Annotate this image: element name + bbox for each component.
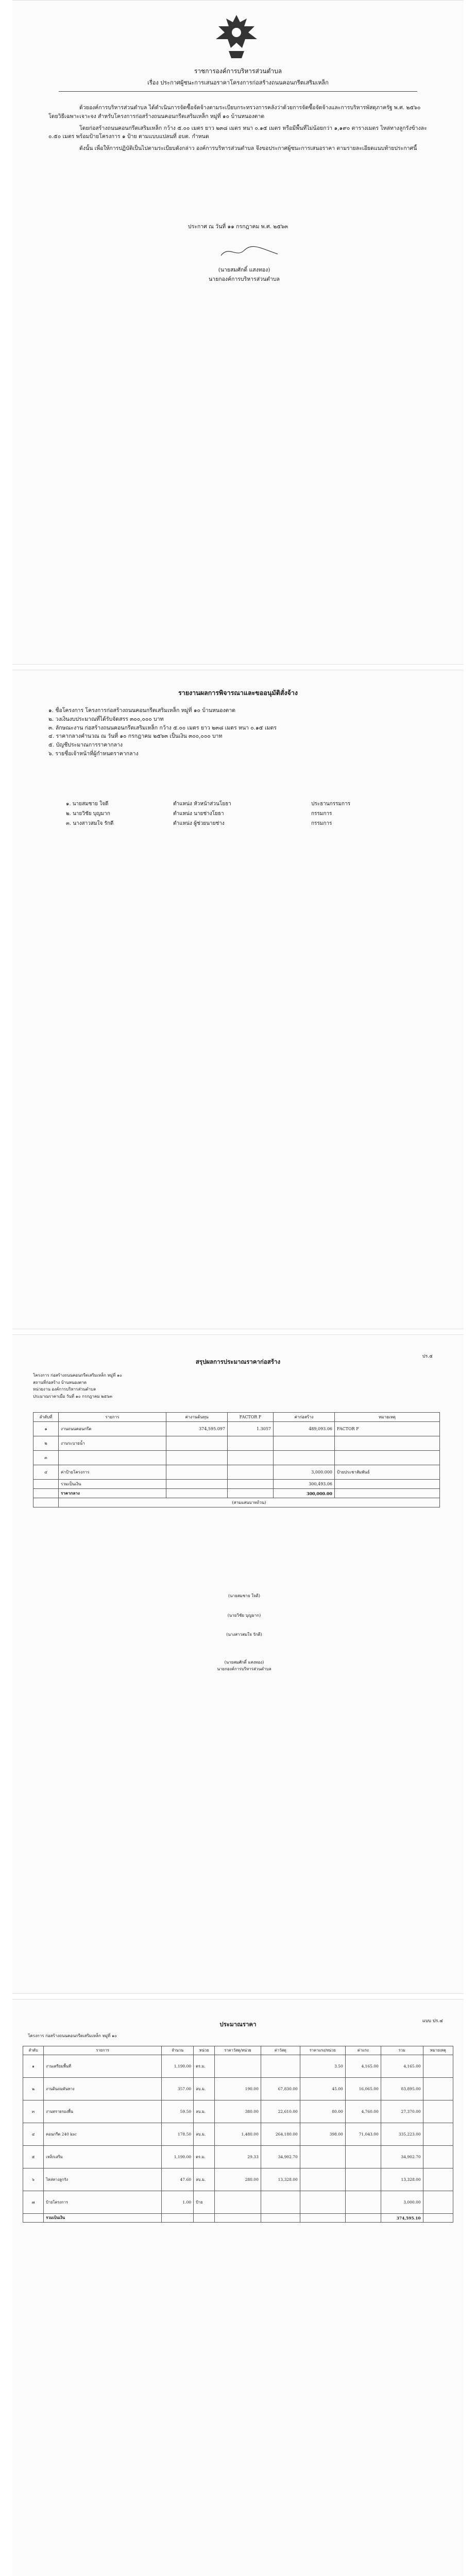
table-row: ๒ งานระบายน้ำ (33, 1436, 440, 1451)
estimate-signers: (นายสมชาย ใจดี) (นายวิชัย บุญมาก) (นางสาวสมใจ รักดี) (นายสมศักดิ์ แสงทอง) นายกองค์การบริหารส่วนตำบล (146, 1592, 342, 1673)
table-row: ๔ คอนกรีต 240 ksc 178.50 ลบ.ม. 1,480.00 264,180.00 398.00 71,043.00 335,223.00 (23, 2123, 453, 2146)
total-row: รวมเป็นเงิน 374,595.10 (23, 2214, 453, 2223)
table-row: ๔ ค่าป้ายโครงการ 3,000.000 ป้ายประชาสัมพันธ์ (33, 1465, 440, 1480)
report-title: รายงานผลการพิจารณาและขออนุมัติสั่งจ้าง (178, 689, 298, 697)
committee-list (64, 799, 385, 828)
signer-block (146, 266, 342, 284)
table-row: ๑ งานเตรียมพื้นที่ 1,190.00 ตร.ม. 3.50 4,165.00 4,165.00 (23, 2055, 453, 2078)
table-row: ๓ (33, 1451, 440, 1465)
table-row: ๓ งานทรายรองพื้น 59.50 ลบ.ม. 380.00 22,610.00 80.00 4,760.00 27,370.00 (23, 2100, 453, 2123)
page-estimate-summary (12, 1334, 464, 1994)
table-row: ๗ ป้ายโครงการ 1.00 ป้าย 3,000.00 (23, 2191, 453, 2214)
signer-name: (นายสมศักดิ์ แสงทอง) (218, 267, 270, 273)
table-header: ลำดับที่ รายการ ค่างานต้นทุน FACTOR F ค่าก่อสร้าง หมายเหตุ (33, 1413, 440, 1422)
signature-mark (218, 243, 280, 261)
agency-name: หน่วยงาน องค์การบริหารส่วนตำบล (33, 1387, 96, 1392)
report-item-3: ๓. ลักษณะงาน ก่อสร้างถนนคอนกรีตเสริมเหล็ก กว้าง ๕.๐๐ เมตร ยาว ๒๓๘ เมตร หนา ๐.๑๕ เมตร (48, 724, 277, 731)
final-text-row: (สามแสนบาทถ้วน) (33, 1498, 440, 1507)
report-item-6: ๖. รายชื่อเจ้าหน้าที่ผู้กำหนดราคากลาง (48, 750, 139, 757)
approver-title: นายกองค์การบริหารส่วนตำบล (217, 1667, 271, 1672)
form-number: ปร.๕ (422, 1354, 433, 1359)
project-name: โครงการ ก่อสร้างถนนคอนกรีตเสริมเหล็ก หมู่ที่ ๑๐ (28, 2033, 117, 2038)
report-item-1: ๑. ชื่อโครงการ โครงการก่อสร้างถนนคอนกรีตเสริมเหล็ก หมู่ที่ ๑๐ บ้านหนองตาด (48, 707, 236, 714)
paragraph-1: ด้วยองค์การบริหารส่วนตำบล ได้ดำเนินการจัดซื้อจัดจ้างตามระเบียบกระทรวงการคลังว่าด้วยการจัดซื้อจัดจ้างและการบริหารพัสดุภาครัฐ พ.ศ. ๒๕๖๐ โดยวิธีเฉพาะเจาะจง สำหรับโครงการก่อสร้างถนนคอนกรีตเสริมเหล็ก หมู่ที่ ๑๐ บ้านหนองตาด (48, 105, 421, 120)
summary-table (33, 1412, 440, 1507)
divider (59, 91, 417, 92)
committee-row: ๑. นายสมชาย ใจดี ตำแหน่ง หัวหน้าส่วนโยธา ประธานกรรมการ (66, 801, 351, 807)
signer-title: นายกองค์การบริหารส่วนตำบล (209, 276, 280, 282)
table-row: ๒ งานดินถมคันทาง 357.00 ลบ.ม. 190.00 67,830.00 45.00 16,065.00 83,895.00 (23, 2078, 453, 2100)
report-item-4: ๔. ราคากลางคำนวณ ณ วันที่ ๑๐ กรกฎาคม ๒๕๖๓ เป็นเงิน ๓๐๐,๐๐๐ บาท (48, 733, 223, 740)
report-item-5: ๕. บัญชีประมาณการราคากลาง (48, 742, 123, 749)
table-row: ๕ เหล็กเสริม 1,190.00 ตร.ม. 29.33 34,902.70 34,902.70 (23, 2146, 453, 2168)
page-announcement (12, 0, 464, 665)
report-item-2: ๒. วงเงินงบประมาณที่ได้รับจัดสรร ๓๐๐,๐๐๐ บาท (48, 716, 164, 722)
body-text (48, 104, 428, 153)
org-name: ราชการองค์การบริหารส่วนตำบล (194, 67, 282, 75)
final-row: ราคากลาง 300,000.00 (33, 1489, 440, 1498)
committee-row: ๓. นางสาวสมใจ รักดี ตำแหน่ง ผู้ช่วยนายช่าง กรรมการ (66, 821, 332, 826)
project-name: โครงการ ก่อสร้างถนนคอนกรีตเสริมเหล็ก หมู่ที่ ๑๐ (33, 1373, 122, 1378)
summary-info (33, 1372, 122, 1400)
estimate-title: ประมาณราคา (219, 2021, 257, 2028)
paragraph-3: ดังนั้น เพื่อให้การปฏิบัติเป็นไปตามระเบียบดังกล่าว องค์การบริหารส่วนตำบล จึงขอประกาศผู้ชนะการเสนอราคา ตามรายละเอียดแนบท้ายประกาศนี้ (79, 145, 417, 152)
calc-date: ประมาณราคาเมื่อ วันที่ ๑๐ กรกฎาคม ๒๕๖๓ (33, 1394, 113, 1399)
table-header: ลำดับ รายการ จำนวน หน่วย ราคาวัสดุ/หน่วย ค่าวัสดุ ราคาแรง/หน่วย ค่าแรง รวม หมายเหตุ (23, 2046, 453, 2055)
estimate-table (23, 2046, 453, 2223)
summary-title: สรุปผลการประมาณราคาก่อสร้าง (195, 1358, 281, 1365)
page-approval-report (12, 670, 464, 1329)
garuda-emblem-icon (208, 11, 265, 62)
report-items (48, 706, 428, 758)
form-number: แบบ ปร.๔ (422, 2019, 443, 2024)
announce-date: ประกาศ ณ วันที่ ๑๑ กรกฎาคม พ.ศ. ๒๕๖๓ (188, 224, 288, 230)
doc-subject: เรื่อง ประกาศผู้ชนะการเสนอราคาโครงการก่อสร้างถนนคอนกรีตเสริมเหล็ก (147, 79, 329, 86)
sum-row: รวมเป็นเงิน 300,493.06 (33, 1480, 440, 1489)
table-row: ๑ งานถนนคอนกรีต 374,595.097 1.3057 489,093.06 FACTOR F (33, 1422, 440, 1436)
approver-name: (นายสมศักดิ์ แสงทอง) (224, 1659, 264, 1665)
committee-row: ๒. นายวิชัย บุญมาก ตำแหน่ง นายช่างโยธา กรรมการ (66, 811, 332, 817)
project-location: สถานที่ก่อสร้าง บ้านหนองตาด (33, 1380, 87, 1385)
paragraph-2: โดยก่อสร้างถนนคอนกรีตเสริมเหล็ก กว้าง ๕.๐๐ เมตร ยาว ๒๓๘ เมตร หนา ๐.๑๕ เมตร หรือมีพื้นที่ไม่น้อยกว่า ๑,๑๙๐ ตารางเมตร ไหล่ทางลูกรังข้างละ ๐.๕๐ เมตร พร้อมป้ายโครงการ ๑ ป้าย ตามแบบแปลนที่ อบต. กำหนด (48, 125, 427, 140)
page-price-estimate (12, 1999, 464, 2576)
table-row: ๖ ไหล่ทางลูกรัง 47.60 ลบ.ม. 280.00 13,328.00 13,328.00 (23, 2168, 453, 2191)
